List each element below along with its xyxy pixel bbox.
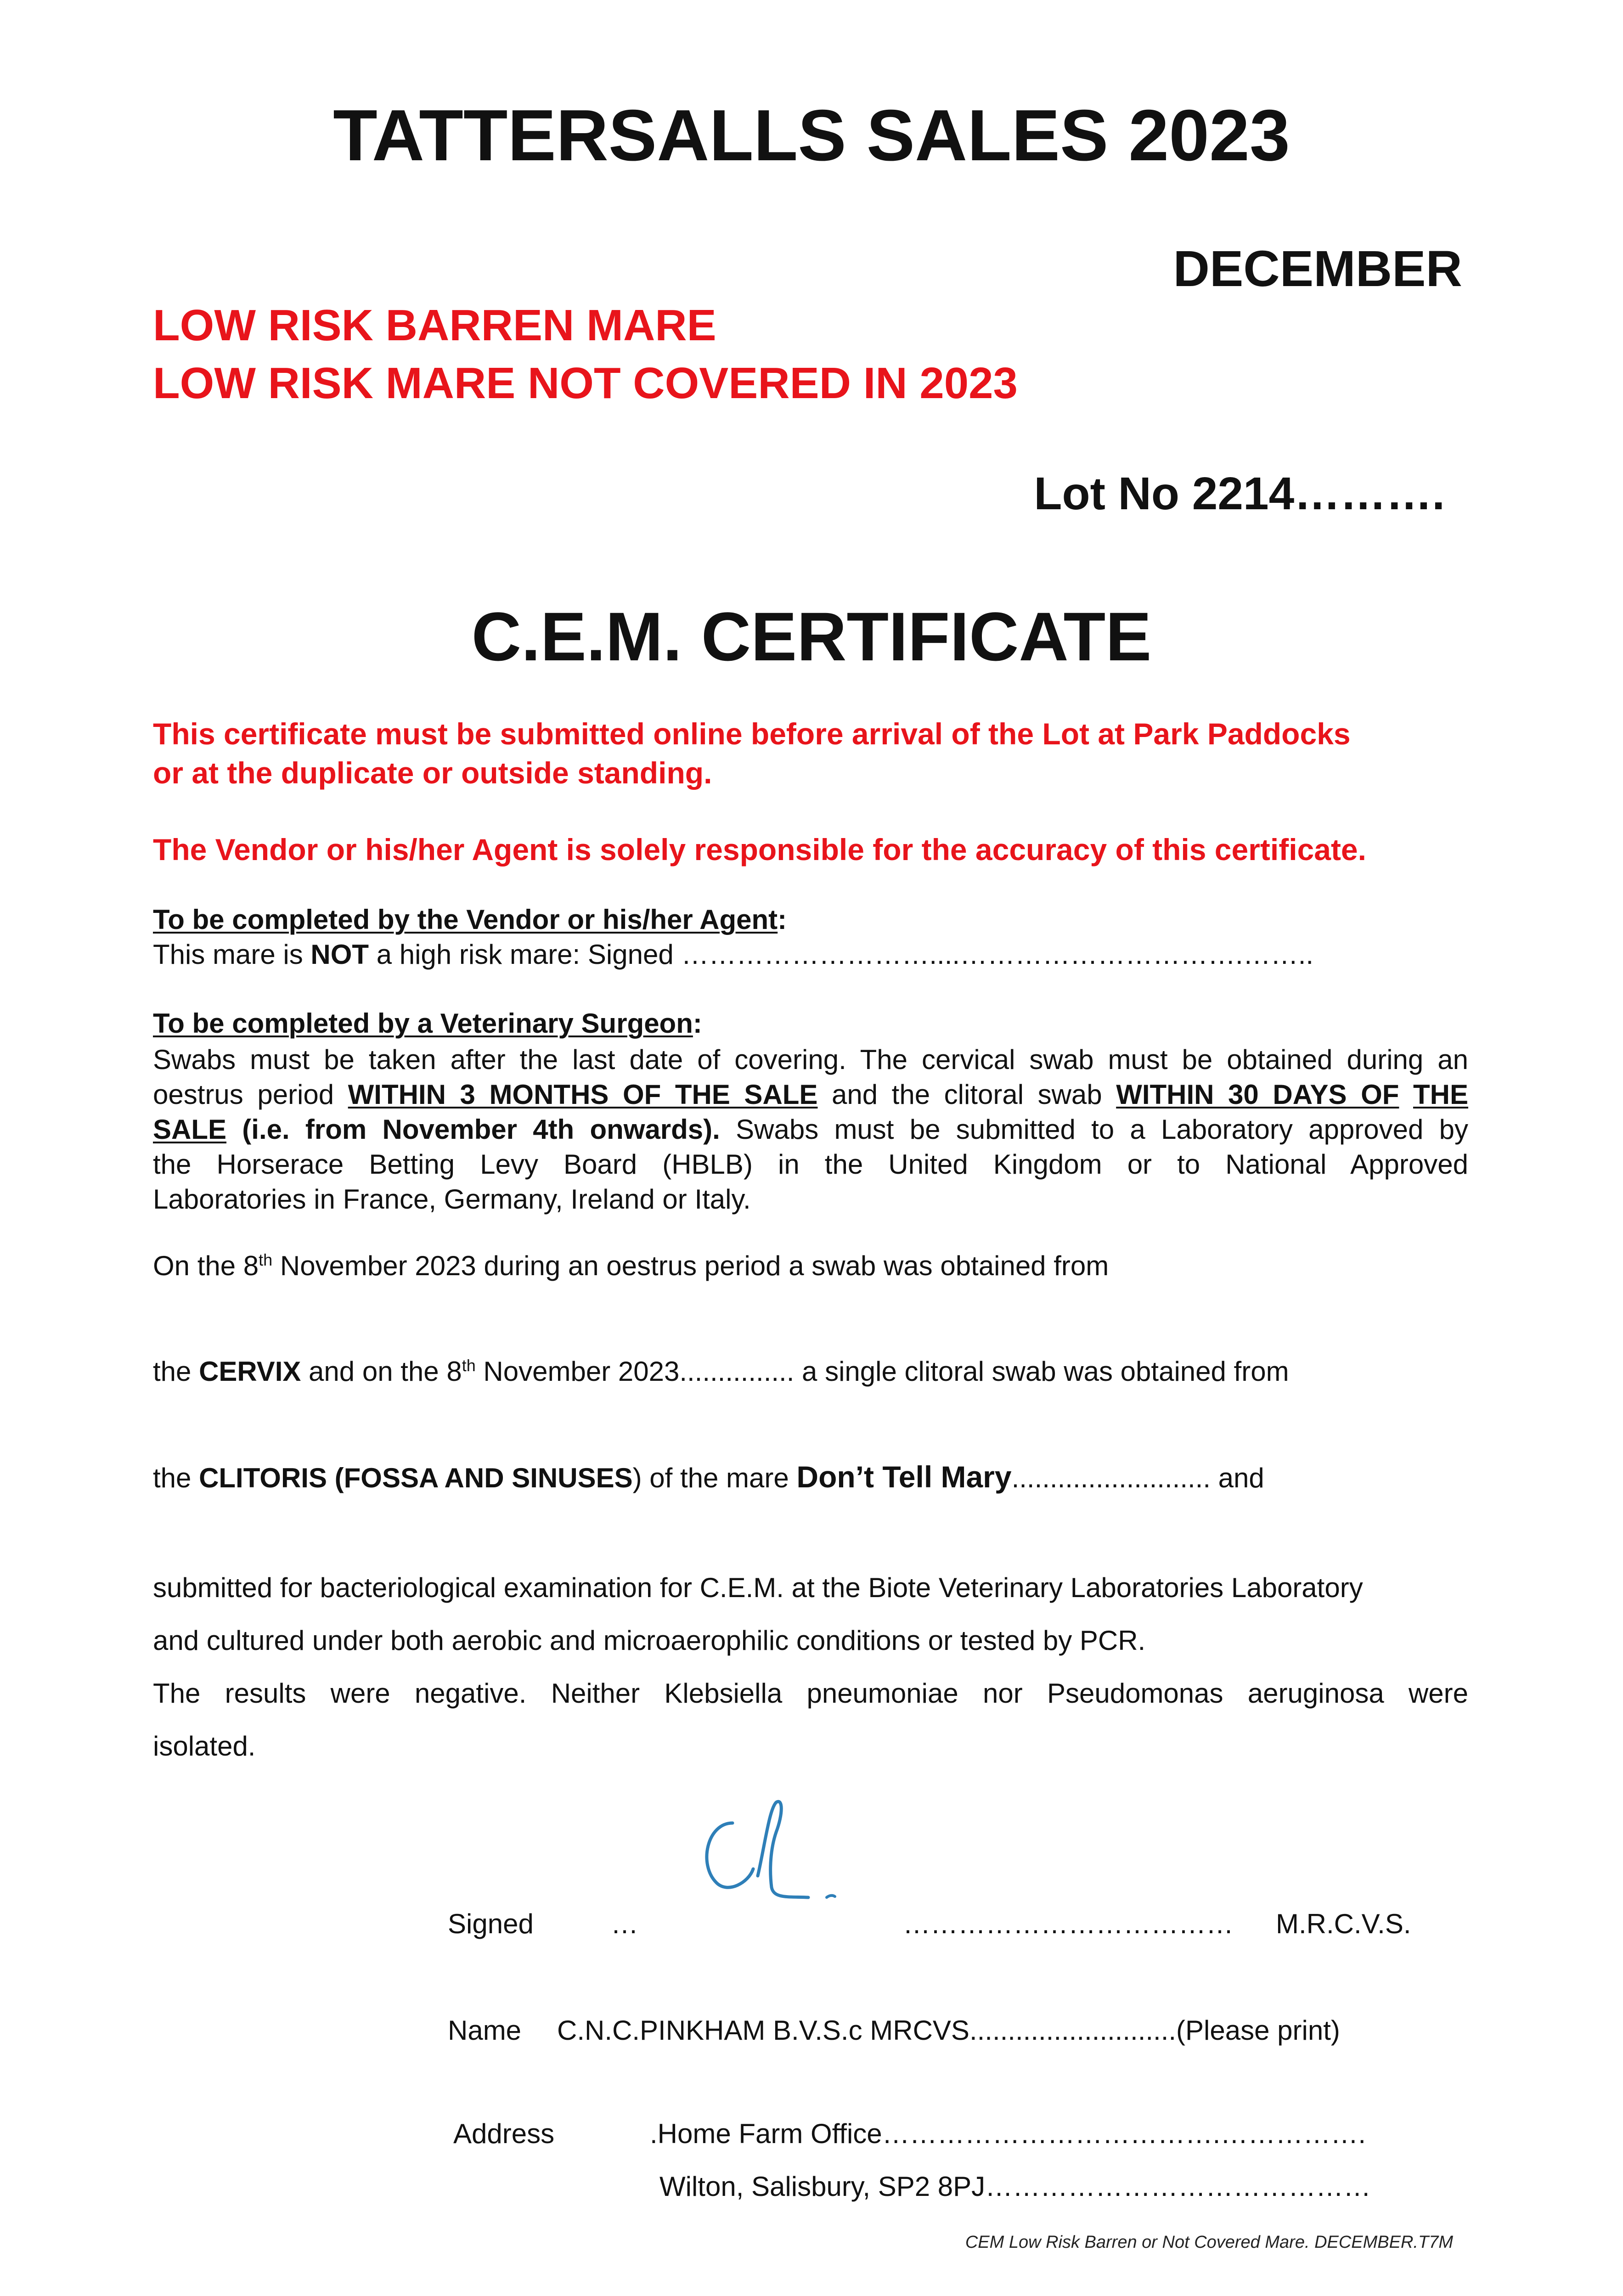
date-window: (i.e. from November 4th onwards).	[226, 1114, 720, 1145]
address-label: Address	[453, 2118, 555, 2149]
statement-line-6: The results were negative. Neither Klebsiella pneumoniae nor Pseudomonas aeruginosa were	[153, 1678, 1468, 1709]
statement-line-2	[153, 1356, 1289, 1387]
statement-3-mid: ) of the mare	[632, 1463, 797, 1493]
vendor-declaration-pre: This mare is	[153, 939, 311, 970]
statement-2-sup: th	[462, 1356, 476, 1375]
vendor-declaration-not: NOT	[310, 939, 369, 970]
cervix-label: CERVIX	[199, 1356, 301, 1387]
lot-number: Lot No 2214……….	[1034, 468, 1445, 519]
vet-line-4: the Horserace Betting Levy Board (HBLB) in the United Kingdom or to National Approved	[153, 1149, 1468, 1180]
please-print: (Please print)	[1176, 2015, 1340, 2046]
signed-lead: …	[611, 1908, 638, 1939]
document-title: TATTERSALLS SALES 2023	[333, 95, 1290, 176]
statement-results	[153, 1561, 1468, 1773]
certificate-title: C.E.M. CERTIFICATE	[471, 598, 1152, 675]
statement-line-7: isolated.	[153, 1731, 256, 1761]
signed-label: Signed	[448, 1908, 534, 1939]
address-line-1: .Home Farm Office……………………………….…………….	[650, 2118, 1366, 2149]
vet-line-2	[153, 1077, 1468, 1112]
vendor-section-heading	[153, 904, 787, 935]
statement-line-1	[153, 1250, 1109, 1282]
address-line-2: Wilton, Salisbury, SP2 8PJ……………………………………	[659, 2171, 1371, 2202]
vet-instructions	[153, 1042, 1468, 1217]
vendor-declaration-post: a high risk mare: Signed ………………………....………………………….……..	[369, 939, 1314, 970]
vet-name-dots: ...........................	[969, 2015, 1177, 2046]
statement-line-5: and cultured under both aerobic and microaerophilic conditions or tested by PCR.	[153, 1625, 1146, 1656]
responsibility-notice: The Vendor or his/her Agent is solely responsible for the accuracy of this certificate.	[153, 833, 1366, 867]
footer-reference: CEM Low Risk Barren or Not Covered Mare. DECEMBER.T7M	[965, 2233, 1453, 2252]
signed-dots: ………………………………	[903, 1908, 1234, 1939]
vet-line-2-mid: and the clitoral swab	[817, 1079, 1116, 1110]
vendor-heading-text: To be completed by the Vendor or his/her Agent	[153, 904, 778, 935]
statement-1-pre: On the 8	[153, 1250, 259, 1281]
statement-line-4: submitted for bacteriological examination for C.E.M. at the Biote Veterinary Laboratories Laboratory	[153, 1572, 1363, 1603]
statement-2-mid: and on the 8	[301, 1356, 462, 1387]
vendor-heading-colon: :	[778, 904, 787, 935]
vet-line-2-pre: oestrus period	[153, 1079, 348, 1110]
statement-1-post: November 2023 during an oestrus period a swab was obtained from	[272, 1250, 1109, 1281]
vet-line-5: Laboratories in France, Germany, Ireland or Italy.	[153, 1184, 751, 1215]
mrcvs-suffix: M.R.C.V.S.	[1276, 1908, 1411, 1939]
vet-line-3-post: Swabs must be submitted to a Laboratory approved by	[720, 1114, 1468, 1145]
statement-3-pre: the	[153, 1463, 199, 1493]
statement-2-post: November 2023............... a single clitoral swab was obtained from	[475, 1356, 1289, 1387]
statement-3-post: .......................... and	[1011, 1463, 1264, 1493]
sale-month: DECEMBER	[1173, 241, 1462, 297]
clitoris-label: CLITORIS (FOSSA AND SINUSES	[199, 1463, 633, 1493]
within-3-months: WITHIN 3 MONTHS OF THE SALE	[348, 1079, 818, 1110]
submission-notice-line-1: This certificate must be submitted online before arrival of the Lot at Park Paddocks	[153, 717, 1351, 751]
vet-name-value: C.N.C.PINKHAM B.V.S.c MRCVS	[557, 2015, 969, 2046]
vet-name	[557, 2015, 1340, 2046]
statement-line-3	[153, 1459, 1264, 1494]
within-30-days-the: THE	[1413, 1079, 1468, 1110]
vet-heading-colon: :	[693, 1008, 702, 1039]
mare-name: Don’t Tell Mary	[796, 1460, 1012, 1494]
name-label: Name	[448, 2015, 522, 2046]
category-barren-mare: LOW RISK BARREN MARE	[153, 301, 716, 350]
category-not-covered: LOW RISK MARE NOT COVERED IN 2023	[153, 359, 1018, 408]
vendor-declaration	[153, 939, 1313, 970]
vet-heading-text: To be completed by a Veterinary Surgeon	[153, 1008, 693, 1039]
within-30-days: WITHIN 30 DAYS OF	[1116, 1079, 1399, 1110]
handwritten-signature	[689, 1791, 882, 1910]
vet-section-heading	[153, 1007, 702, 1039]
vet-line-3	[153, 1112, 1468, 1147]
submission-notice-line-2: or at the duplicate or outside standing.	[153, 756, 712, 790]
sale-word: SALE	[153, 1114, 227, 1145]
statement-1-sup: th	[259, 1250, 273, 1269]
vet-line-1: Swabs must be taken after the last date of covering. The cervical swab must be obtained during an	[153, 1044, 1468, 1075]
statement-2-pre: the	[153, 1356, 199, 1387]
